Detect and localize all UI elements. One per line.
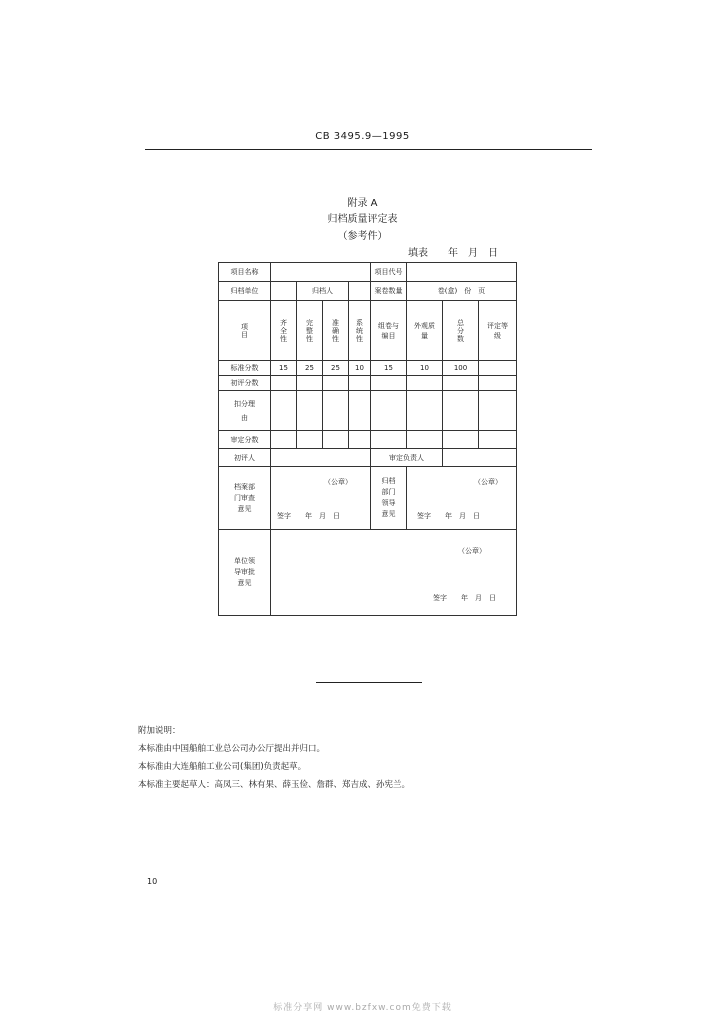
final-score-cell[interactable]: [349, 431, 371, 449]
final-score-cell[interactable]: [297, 431, 323, 449]
notes-heading: 附加说明：: [138, 726, 181, 736]
score-cell: 15: [271, 361, 297, 376]
initial-reviewer-label: 初评人: [219, 449, 271, 467]
item-total: 总分数: [456, 318, 465, 343]
fill-date: 填表 年 月 日: [408, 248, 498, 259]
unit-leader-label: 单位领导审批意见: [219, 530, 271, 616]
initial-score-cell[interactable]: [297, 376, 323, 391]
sign-date: 签字 年 月 日: [433, 594, 497, 602]
archive-dept-label: 档案部门审查意见: [219, 467, 271, 530]
header-rule: [145, 149, 592, 150]
project-code-label: 项目代号: [371, 263, 407, 282]
initial-score-cell[interactable]: [371, 376, 407, 391]
score-cell: 15: [371, 361, 407, 376]
project-name-label: 项目名称: [219, 263, 271, 282]
row-standard-score: 标准分数: [219, 361, 271, 376]
final-score-cell[interactable]: [271, 431, 297, 449]
final-score-cell[interactable]: [323, 431, 349, 449]
sign-date: 签字 年 月 日: [277, 512, 340, 520]
project-name-field[interactable]: [271, 263, 371, 282]
appendix-label: 附录 A: [347, 198, 378, 209]
initial-reviewer-field[interactable]: [271, 449, 371, 467]
deduction-cell[interactable]: [407, 391, 443, 431]
watermark: 标准分享网 www.bzfxw.com免费下载: [273, 1003, 452, 1013]
row-initial-score: 初评分数: [219, 376, 271, 391]
filing-dept-opinion[interactable]: [407, 467, 517, 530]
project-code-field[interactable]: [407, 263, 517, 282]
deduction-cell[interactable]: [479, 391, 517, 431]
deduction-cell[interactable]: [371, 391, 407, 431]
initial-score-cell[interactable]: [323, 376, 349, 391]
item-accuracy: 准确性: [331, 318, 340, 343]
initial-score-cell[interactable]: [479, 376, 517, 391]
volume-count-label: 案卷数量: [371, 282, 407, 301]
item-grade: 评定等级: [479, 301, 517, 361]
deduction-cell[interactable]: [297, 391, 323, 431]
archive-unit-field[interactable]: [271, 282, 297, 301]
final-reviewer-label: 审定负责人: [371, 449, 443, 467]
filing-dept-label: 归档部门领导意见: [371, 467, 407, 530]
seal-text: （公章）: [458, 547, 487, 555]
deduction-cell[interactable]: [271, 391, 297, 431]
score-cell: 25: [297, 361, 323, 376]
final-reviewer-field[interactable]: [443, 449, 517, 467]
archiver-field[interactable]: [349, 282, 371, 301]
notes-line: 本标准由中国船舶工业总公司办公厅提出并归口。: [138, 744, 326, 754]
archive-dept-opinion[interactable]: [271, 467, 371, 530]
item-systematic: 系统性: [355, 318, 364, 343]
score-cell: 25: [323, 361, 349, 376]
item-integrity: 完整性: [305, 318, 314, 343]
archive-unit-label: 归档单位: [219, 282, 271, 301]
deduction-cell[interactable]: [443, 391, 479, 431]
item-completeness: 齐全性: [279, 318, 288, 343]
score-cell: 100: [443, 361, 479, 376]
item-appearance: 外观质量: [407, 301, 443, 361]
deduction-cell[interactable]: [323, 391, 349, 431]
item-header: 项目: [240, 322, 249, 339]
final-score-cell[interactable]: [371, 431, 407, 449]
item-filing: 组卷与编目: [371, 301, 407, 361]
form-title: 归档质量评定表: [327, 214, 398, 225]
seal-text: （公章）: [324, 478, 352, 486]
evaluation-form-table: [218, 262, 517, 616]
initial-score-cell[interactable]: [407, 376, 443, 391]
score-cell: 10: [349, 361, 371, 376]
notes-line: 本标准由大连船舶工业公司(集团)负责起草。: [138, 762, 307, 772]
initial-score-cell[interactable]: [443, 376, 479, 391]
seal-text: （公章）: [474, 478, 503, 486]
row-final-score: 审定分数: [219, 431, 271, 449]
separator-rule: [316, 682, 422, 683]
page-number: 10: [147, 877, 158, 886]
row-deduction-reason: 扣分理由: [219, 391, 271, 431]
final-score-cell[interactable]: [479, 431, 517, 449]
deduction-cell[interactable]: [349, 391, 371, 431]
standard-number: CB 3495.9—1995: [315, 131, 410, 142]
initial-score-cell[interactable]: [271, 376, 297, 391]
score-cell: 10: [407, 361, 443, 376]
grade-cell[interactable]: [479, 361, 517, 376]
initial-score-cell[interactable]: [349, 376, 371, 391]
archiver-label: 归档人: [297, 282, 349, 301]
final-score-cell[interactable]: [407, 431, 443, 449]
final-score-cell[interactable]: [443, 431, 479, 449]
unit-leader-opinion[interactable]: [271, 530, 517, 616]
reference-note: （参考件）: [337, 231, 388, 242]
notes-line: 本标准主要起草人：高凤三、林有果、薛玉俭、詹群、郑吉成、孙宪兰。: [138, 780, 411, 790]
sign-date: 签字 年 月 日: [417, 512, 480, 520]
volume-unit: 卷(盒) 份 页: [407, 282, 517, 301]
